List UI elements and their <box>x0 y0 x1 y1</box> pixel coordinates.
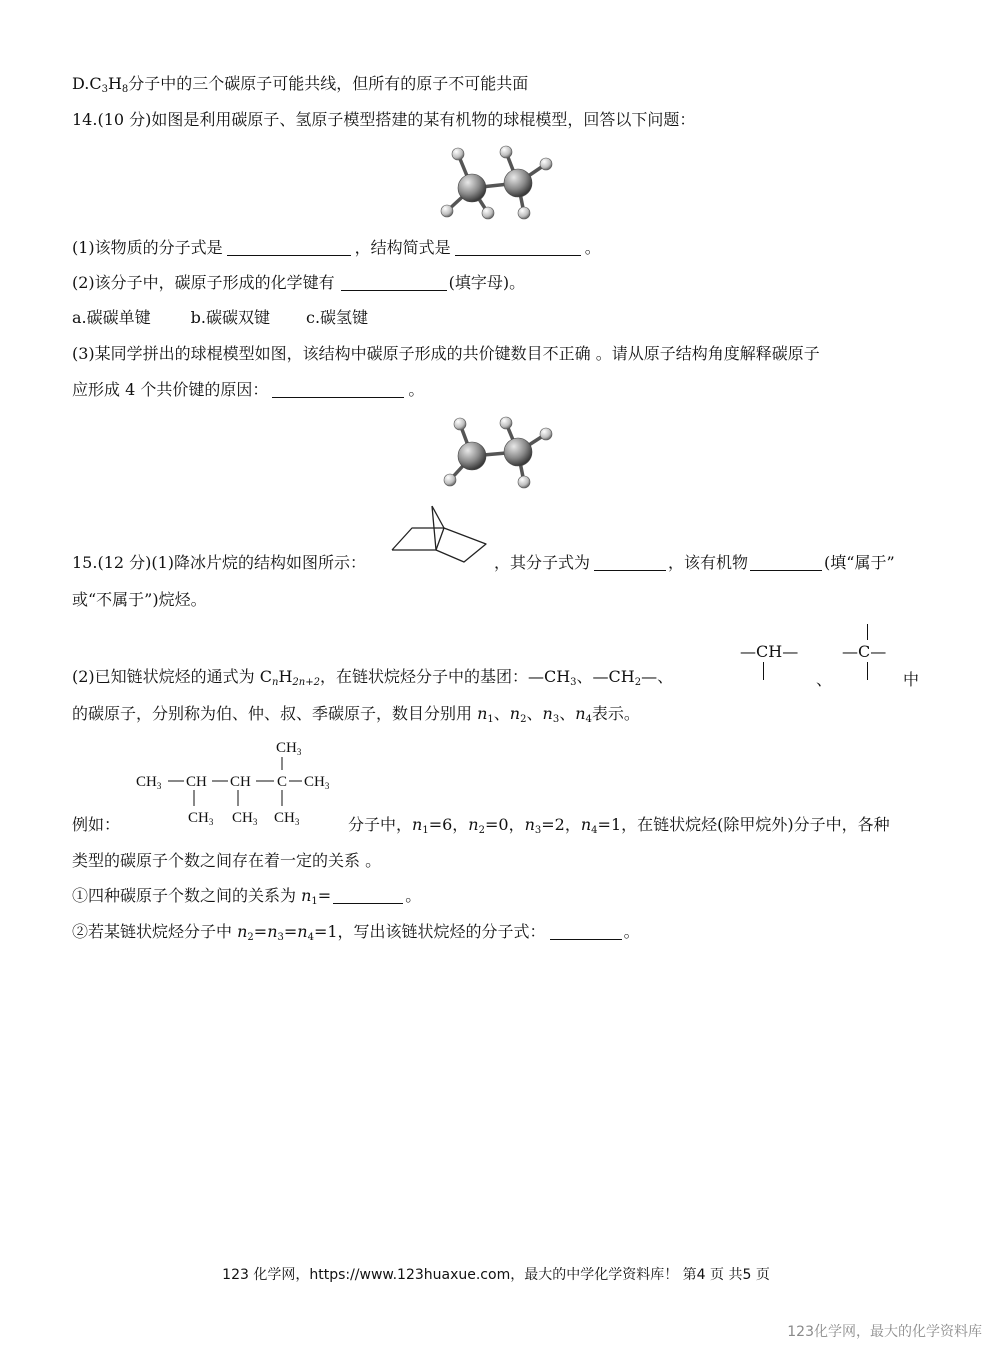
q15-part1-text-a: 15.(12 分)(1)降冰片烷的结构如图所示： <box>72 553 367 572</box>
q15-example-line2: 类型的碳原子个数之间存在着一定的关系 。 <box>72 851 382 870</box>
ch3-right: $CH_3$ <box>304 774 330 791</box>
answer-blank[interactable] <box>594 554 666 571</box>
q15-part2-line1: (2)已知链状烷烃的通式为 $C_nH_{2n+2}$，在链状烷烃分子中的基团：$—CH_3$、$—CH_2—$、 <box>72 667 674 688</box>
ch-2: CH <box>230 774 251 790</box>
ch-1: CH <box>186 774 207 790</box>
ch3-sub3: $CH_3$ <box>274 810 300 827</box>
watermark: 123化学网，最大的化学资料库 <box>787 1324 982 1340</box>
ball-stick-model-ethane <box>430 142 560 224</box>
ch3-left: $CH_3$ <box>136 774 162 791</box>
ch3-sub1: $CH_3$ <box>188 810 214 827</box>
q14-part3-line1: (3)某同学拼出的球棍模型如图，该结构中碳原子形成的共价键数目不正确 。请从原子结构角度解释碳原子 <box>72 344 820 363</box>
q15-item1: ①四种碳原子个数之间的关系为 $n_1=$ 。 <box>72 886 422 907</box>
methine-group: —CH— <box>740 642 798 661</box>
answer-blank[interactable] <box>550 923 622 940</box>
q15-part1-text-b: ，其分子式为 ，该有机物 (填“属于” <box>494 553 895 572</box>
q15-item2: ②若某链状烷烃分子中 $n_2=n_3=n_4=1$，写出该链状烷烃的分子式： 。 <box>72 922 640 943</box>
q15-example-text: 分子中，$n_1=6$，$n_2=0$，$n_3=2$，$n_4=1$，在链状烷烃(除甲烷外)分子中，各种 <box>348 815 890 836</box>
q14-stem: 14.(10 分)如图是利用碳原子、氢原子模型搭建的某有机物的球棍模型，回答以下问题： <box>72 110 696 129</box>
page-footer: 123 化学网，https://www.123huaxue.com，最大的中学化学资料库！ 第4 页 共5 页 <box>222 1267 770 1283</box>
answer-blank[interactable] <box>455 239 581 256</box>
answer-blank[interactable] <box>227 239 351 256</box>
ch3-sub2: $CH_3$ <box>232 810 258 827</box>
q14-part1: (1)该物质的分子式是 ，结构简式是 。 <box>72 238 601 257</box>
answer-blank[interactable] <box>750 554 822 571</box>
answer-blank[interactable] <box>341 274 447 291</box>
norbornane-structure <box>388 504 494 564</box>
q13-option-d: $D.C_3H_8$分子中的三个碳原子可能共线，但所有的原子不可能共面 <box>72 74 529 95</box>
text-zhong: 中 <box>903 670 920 689</box>
ball-stick-model-incorrect <box>436 412 558 494</box>
answer-blank[interactable] <box>333 887 403 904</box>
quaternary-group: —C— <box>842 642 886 661</box>
answer-blank[interactable] <box>272 381 404 398</box>
c-quaternary: C <box>277 774 288 790</box>
q14-part2: (2)该分子中，碳原子形成的化学键有 (填字母)。 <box>72 273 526 292</box>
q15-part2-line2: 的碳原子，分别称为伯、仲、叔、季碳原子，数目分别用 $n_1$、$n_2$、$n_3$、$n_4$表示。 <box>72 704 640 725</box>
separator: 、 <box>816 670 833 689</box>
q15-part1-line2: 或“不属于”)烷烃。 <box>72 590 207 609</box>
q14-part3-line2: 应形成 4 个共价键的原因： 。 <box>72 380 425 399</box>
q15-example-label: 例如： <box>72 815 121 834</box>
branched-alkane-formula <box>134 734 344 830</box>
q14-options: a.碳碳单键 b.碳碳双键 c.碳氢键 <box>72 308 369 327</box>
ch3-top: $CH_3$ <box>276 740 302 757</box>
